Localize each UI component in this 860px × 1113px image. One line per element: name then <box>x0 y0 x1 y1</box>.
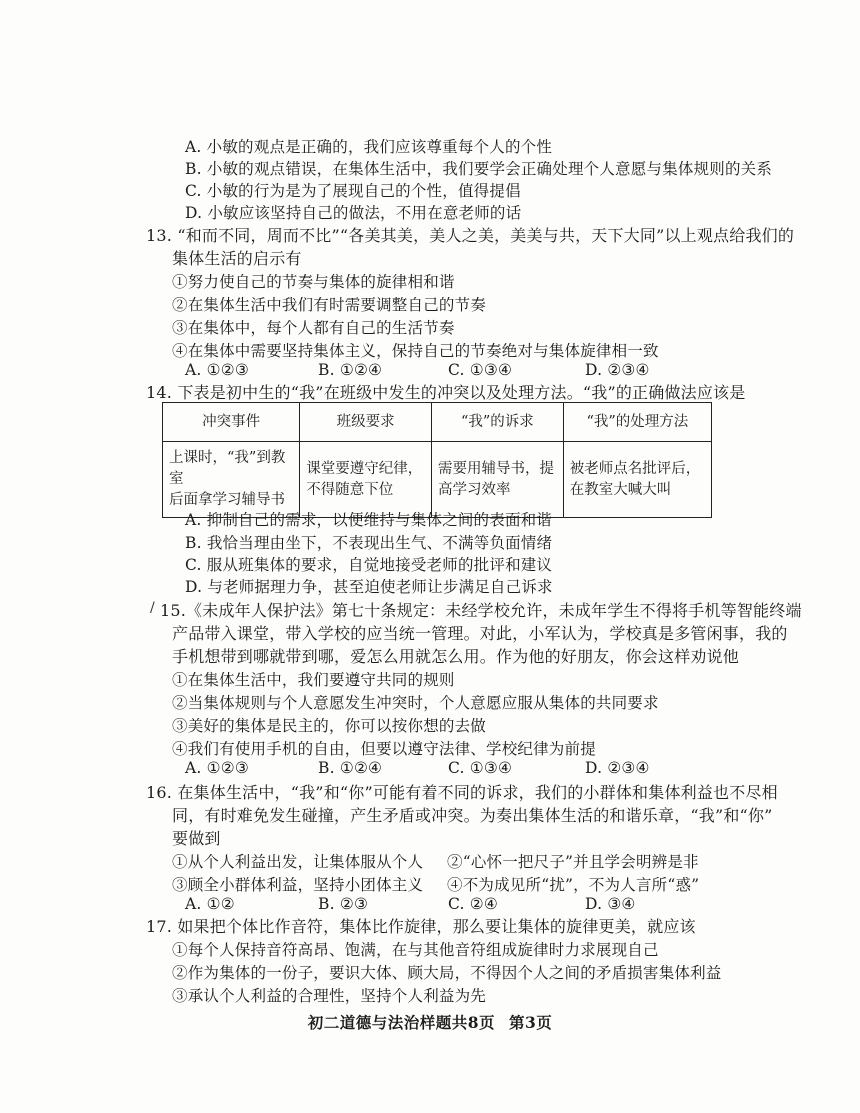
cell-line: 高学习效率 <box>438 481 511 498</box>
margin-mark: / <box>150 600 155 616</box>
q12-option-d: D. 小敏应该坚持自己的做法，不用在意老师的话 <box>185 204 522 222</box>
q14-option-d: D. 与老师据理力争，甚至迫使老师让步满足自己诉求 <box>185 578 553 596</box>
q17-statement-1: ①每个人保持音符高昂、饱满，在与其他音符组成旋律时力求展现自己 <box>172 941 659 959</box>
table-header-cell: 班级要求 <box>300 403 432 442</box>
table-cell <box>432 442 564 518</box>
q13-answer-d: D. ②③④ <box>585 361 650 379</box>
footer-title: 初二道德与法治样题共8页 <box>307 1013 495 1032</box>
q16-statement-1: ①从个人利益出发，让集体服从个人 <box>172 853 424 871</box>
q13-answer-c: C. ①③④ <box>448 361 513 379</box>
q16-answer-a: A. ①② <box>185 895 235 913</box>
q15-answer-a: A. ①②③ <box>185 759 249 777</box>
conflict-table <box>162 402 712 518</box>
q13-statement-3: ③在集体中，每个人都有自己的生活节奏 <box>172 319 455 337</box>
q16-statement-4: ④不为成见所“扰”，不为人言所“惑” <box>447 876 700 894</box>
q15-stem-line-2: 产品带入课堂，带入学校的应当统一管理。对此，小军认为，学校真是多管闲事，我的 <box>172 624 788 643</box>
page-footer <box>0 1011 860 1033</box>
q17-statement-3: ③承认个人利益的合理性，坚持个人利益为先 <box>172 987 487 1005</box>
q15-answer-b: B. ①②④ <box>318 759 383 777</box>
table-header-cell: “我”的处理方法 <box>563 403 711 442</box>
q15-statement-3: ③美好的集体是民主的，你可以按你想的去做 <box>172 717 487 735</box>
q13-stem-line-2: 集体生活的启示有 <box>172 249 302 268</box>
table-cell <box>163 442 300 518</box>
q13-answer-a: A. ①②③ <box>185 361 249 379</box>
q15-stem-line-1: 15.《未成年人保护法》第七十条规定：未经学校允许，未成年学生不得将手机等智能终端 <box>160 601 802 620</box>
q16-statement-3: ③顾全小群体利益，坚持小团体主义 <box>172 876 424 894</box>
q15-answer-d: D. ②③④ <box>585 759 650 777</box>
cell-line: 不得随意下位 <box>306 481 394 498</box>
q16-stem-line-2: 同，有时难免发生碰撞，产生矛盾或冲突。为奏出集体生活的和谐乐章，“我”和“你” <box>172 806 773 825</box>
q13-stem-line-1: 13. “和而不同，周而不比”“各美其美，美人之美，美美与共，天下大同”以上观点给我们的 <box>146 226 795 245</box>
q13-answer-b: B. ①②④ <box>318 361 383 379</box>
q13-statement-1: ①努力使自己的节奏与集体的旋律相和谐 <box>172 273 455 291</box>
cell-line: 需要用辅导书，提 <box>438 460 554 477</box>
cell-line: 在教室大喊大叫 <box>569 481 672 498</box>
q12-option-c: C. 小敏的行为是为了展现自己的个性，值得提倡 <box>185 182 521 200</box>
q17-stem: 17. 如果把个体比作音符，集体比作旋律，那么要让集体的旋律更美，就应该 <box>146 917 696 936</box>
q15-statement-4: ④我们有使用手机的自由，但要以遵守法律、学校纪律为前提 <box>172 740 596 758</box>
q16-answer-b: B. ②③ <box>318 895 369 913</box>
q17-statement-2: ②作为集体的一份子，要识大体、顾大局，不得因个人之间的矛盾损害集体利益 <box>172 964 722 982</box>
q13-statement-2: ②在集体生活中我们有时需要调整自己的节奏 <box>172 296 487 314</box>
q16-answer-c: C. ②④ <box>448 895 498 913</box>
cell-line: 后面拿学习辅导书 <box>169 492 285 508</box>
table-header-cell: “我”的诉求 <box>432 403 564 442</box>
q14-option-b: B. 我恰当理由坐下，不表现出生气、不满等负面情绪 <box>185 534 553 552</box>
q14-option-a: A. 抑制自己的需求，以便维持与集体之间的表面和谐 <box>185 511 553 529</box>
footer-page-number: 第3页 <box>509 1013 553 1032</box>
cell-line: 上课时，“我”到教室 <box>169 450 286 487</box>
q16-stem-line-1: 16. 在集体生活中，“我”和“你”可能有着不同的诉求，我们的小群体和集体利益也不尽相 <box>146 783 778 802</box>
table-cell <box>300 442 432 518</box>
q15-stem-line-3: 手机想带到哪就带到哪，爱怎么用就怎么用。作为他的好朋友，你会这样劝说他 <box>172 647 740 666</box>
cell-line: 被老师点名批评后， <box>569 460 701 477</box>
q16-answer-d: D. ③④ <box>585 895 636 913</box>
q15-answer-c: C. ①③④ <box>448 759 513 777</box>
q15-statement-2: ②当集体规则与个人意愿发生冲突时，个人意愿应服从集体的共同要求 <box>172 694 659 712</box>
table-cell <box>563 442 711 518</box>
q12-option-b: B. 小敏的观点错误，在集体生活中，我们要学会正确处理个人意愿与集体规则的关系 <box>185 160 773 178</box>
q16-statement-2: ②“心怀一把尺子”并且学会明辨是非 <box>447 853 699 871</box>
q16-stem-line-3: 要做到 <box>172 829 221 848</box>
q13-statement-4: ④在集体中需要坚持集体主义，保持自己的节奏绝对与集体旋律相一致 <box>172 342 659 360</box>
table-header-cell: 冲突事件 <box>163 403 300 442</box>
cell-line: 课堂要遵守纪律， <box>306 460 423 477</box>
table-row <box>163 442 712 518</box>
q14-option-c: C. 服从班集体的要求，自觉地接受老师的批评和建议 <box>185 556 553 574</box>
q14-stem: 14. 下表是初中生的“我”在班级中发生的冲突以及处理方法。“我”的正确做法应该是 <box>146 383 746 402</box>
q15-statement-1: ①在集体生活中，我们要遵守共同的规则 <box>172 671 455 689</box>
table-header-row <box>163 403 712 442</box>
q12-option-a: A. 小敏的观点是正确的，我们应该尊重每个人的个性 <box>185 138 553 156</box>
